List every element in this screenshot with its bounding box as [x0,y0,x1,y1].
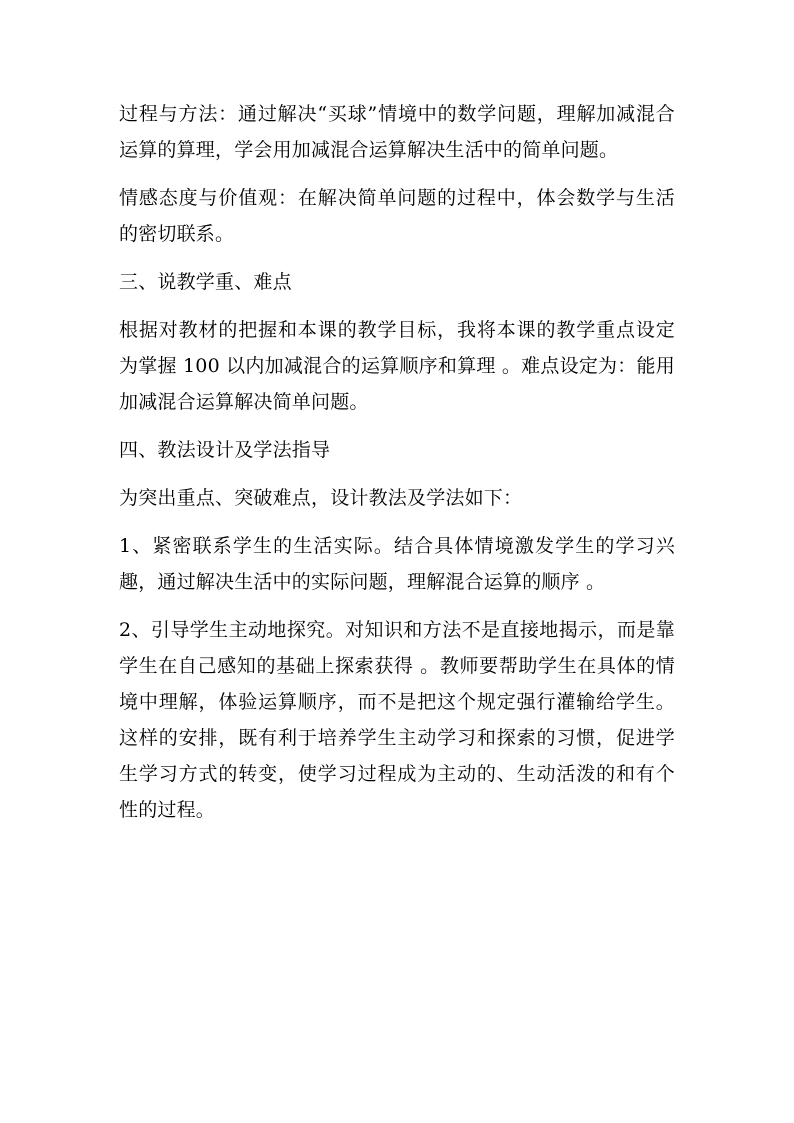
section-heading-key-difficult-points: 三、说教学重、难点 [119,271,292,293]
method-item-2: 2、引导学生主动地探究。对知识和方法不是直接地揭示，而是靠学生在自己感知的基础上探索获得 。教师要帮助学生在具体的情境中理解，体验运算顺序，而不是把这个规定强行灌输给学生。这样的安排，既有利于培养学生主动学习和探索的习惯，促进学生学习方式的转变，使学习过程成为主动的、生动活泼的和有个性的过程。 [119,619,675,821]
section-heading-teaching-methods: 四、教法设计及学法指导 [119,439,331,461]
document-body [119,96,675,840]
emotion-values-paragraph: 情感态度与价值观：在解决简单问题的过程中，体会数学与生活的密切联系。 [119,187,675,245]
method-item-1: 1、紧密联系学生的生活实际。结合具体情境激发学生的学习兴趣，通过解决生活中的实际问题，理解混合运算的顺序 。 [119,535,675,593]
process-method-paragraph: 过程与方法：通过解决“买球”情境中的数学问题，理解加减混合运算的算理，学会用加减混合运算解决生活中的简单问题。 [119,103,675,161]
key-points-paragraph: 根据对教材的把握和本课的教学目标，我将本课的教学重点设定为掌握 100 以内加减混合的运算顺序和算理 。难点设定为：能用加减混合运算解决简单问题。 [119,319,675,413]
methods-intro-paragraph: 为突出重点、突破难点，设计教法及学法如下： [119,487,523,509]
